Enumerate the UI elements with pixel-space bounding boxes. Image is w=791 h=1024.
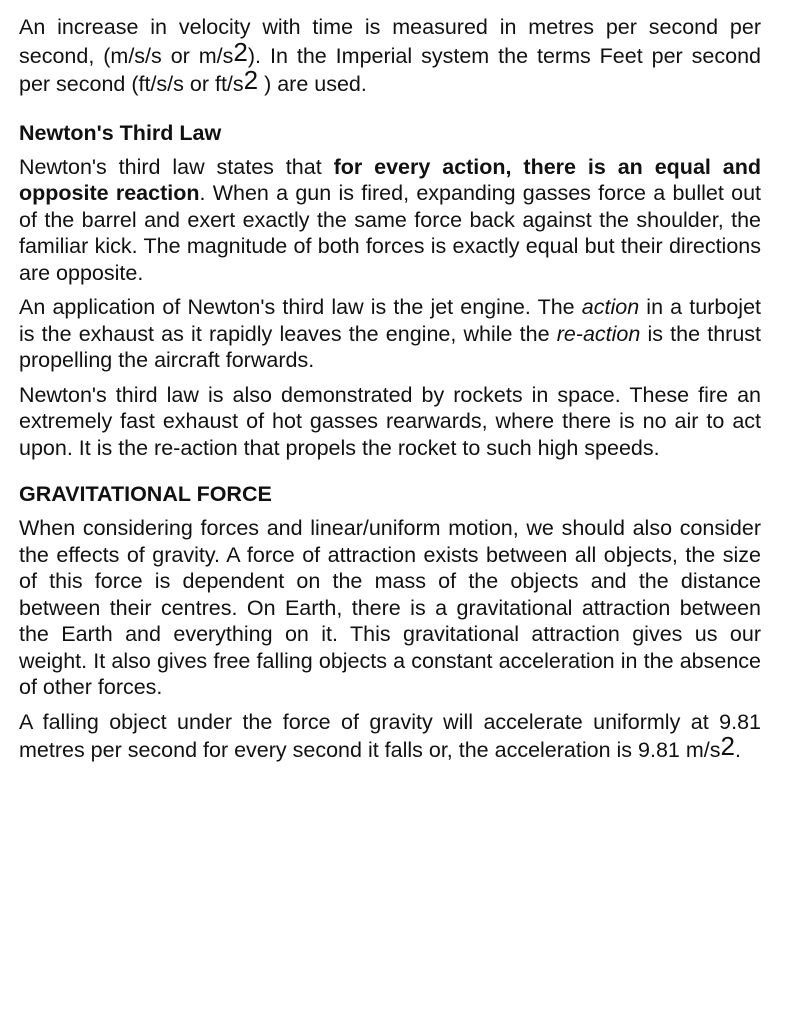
paragraph-gravity: When considering forces and linear/uniform motion, we should also consider the effects of gravity. A force of attraction exists between all objects, the size of this force is dependent on the mass of the objects and the distance between their centres. On Earth, there is a gravitational attraction between the Earth and everything on it. This gravitational attraction gives us our weight. It also gives free falling objects a constant acceleration in the absence of other forces. bbox=[19, 516, 761, 699]
italic-text: action bbox=[581, 295, 640, 319]
paragraph-third-law-statement bbox=[19, 154, 761, 287]
paragraph-acceleration-units bbox=[19, 14, 761, 98]
heading-gravitational-force: GRAVITATIONAL FORCE bbox=[19, 482, 272, 506]
text-segment: An increase in velocity with time is measured in metres per second per second, (m/s/s or m/s bbox=[19, 15, 761, 68]
text-segment: in a turbojet is the exhaust as it rapidly leaves the engine, while the bbox=[19, 295, 761, 346]
text-segment: ) are used. bbox=[258, 72, 367, 96]
paragraph-jet-engine bbox=[19, 294, 761, 374]
superscript: 2 bbox=[243, 65, 259, 95]
superscript: 2 bbox=[233, 36, 248, 67]
bold-text: for every action, there is an equal and opposite reaction bbox=[19, 154, 761, 205]
superscript: 2 bbox=[720, 731, 735, 761]
paragraph-rockets: Newton's third law is also demonstrated by rockets in space. These fire an extremely fast exhaust of hot gasses rearwards, where there is no air to act upon. It is the re-action that propels the rocket to such high speeds. bbox=[19, 382, 761, 460]
text-segment: ). In the Imperial system the terms Feet per second per second (ft/s/s or ft/s bbox=[19, 43, 761, 96]
text-segment: . When a gun is fired, expanding gasses force a bullet out of the barrel and exert exactly the same force back against the shoulder, the familiar kick. The magnitude of both forces is exactly equal but their directions are opposite. bbox=[19, 181, 761, 285]
italic-text: re-action bbox=[556, 321, 641, 346]
text-segment: A falling object under the force of gravity will accelerate uniformly at 9.81 metres per second for every second it falls or, the acceleration is 9.81 m/s bbox=[19, 709, 761, 762]
heading-newtons-third-law: Newton's Third Law bbox=[19, 120, 222, 145]
document-page bbox=[19, 14, 761, 772]
text-segment: . bbox=[734, 738, 741, 762]
paragraph-falling-object bbox=[19, 709, 761, 764]
text-segment: Newton's third law states that bbox=[19, 154, 334, 179]
text-segment: An application of Newton's third law is the jet engine. The bbox=[19, 295, 582, 319]
text-segment: is the thrust propelling the aircraft forwards. bbox=[19, 321, 761, 372]
